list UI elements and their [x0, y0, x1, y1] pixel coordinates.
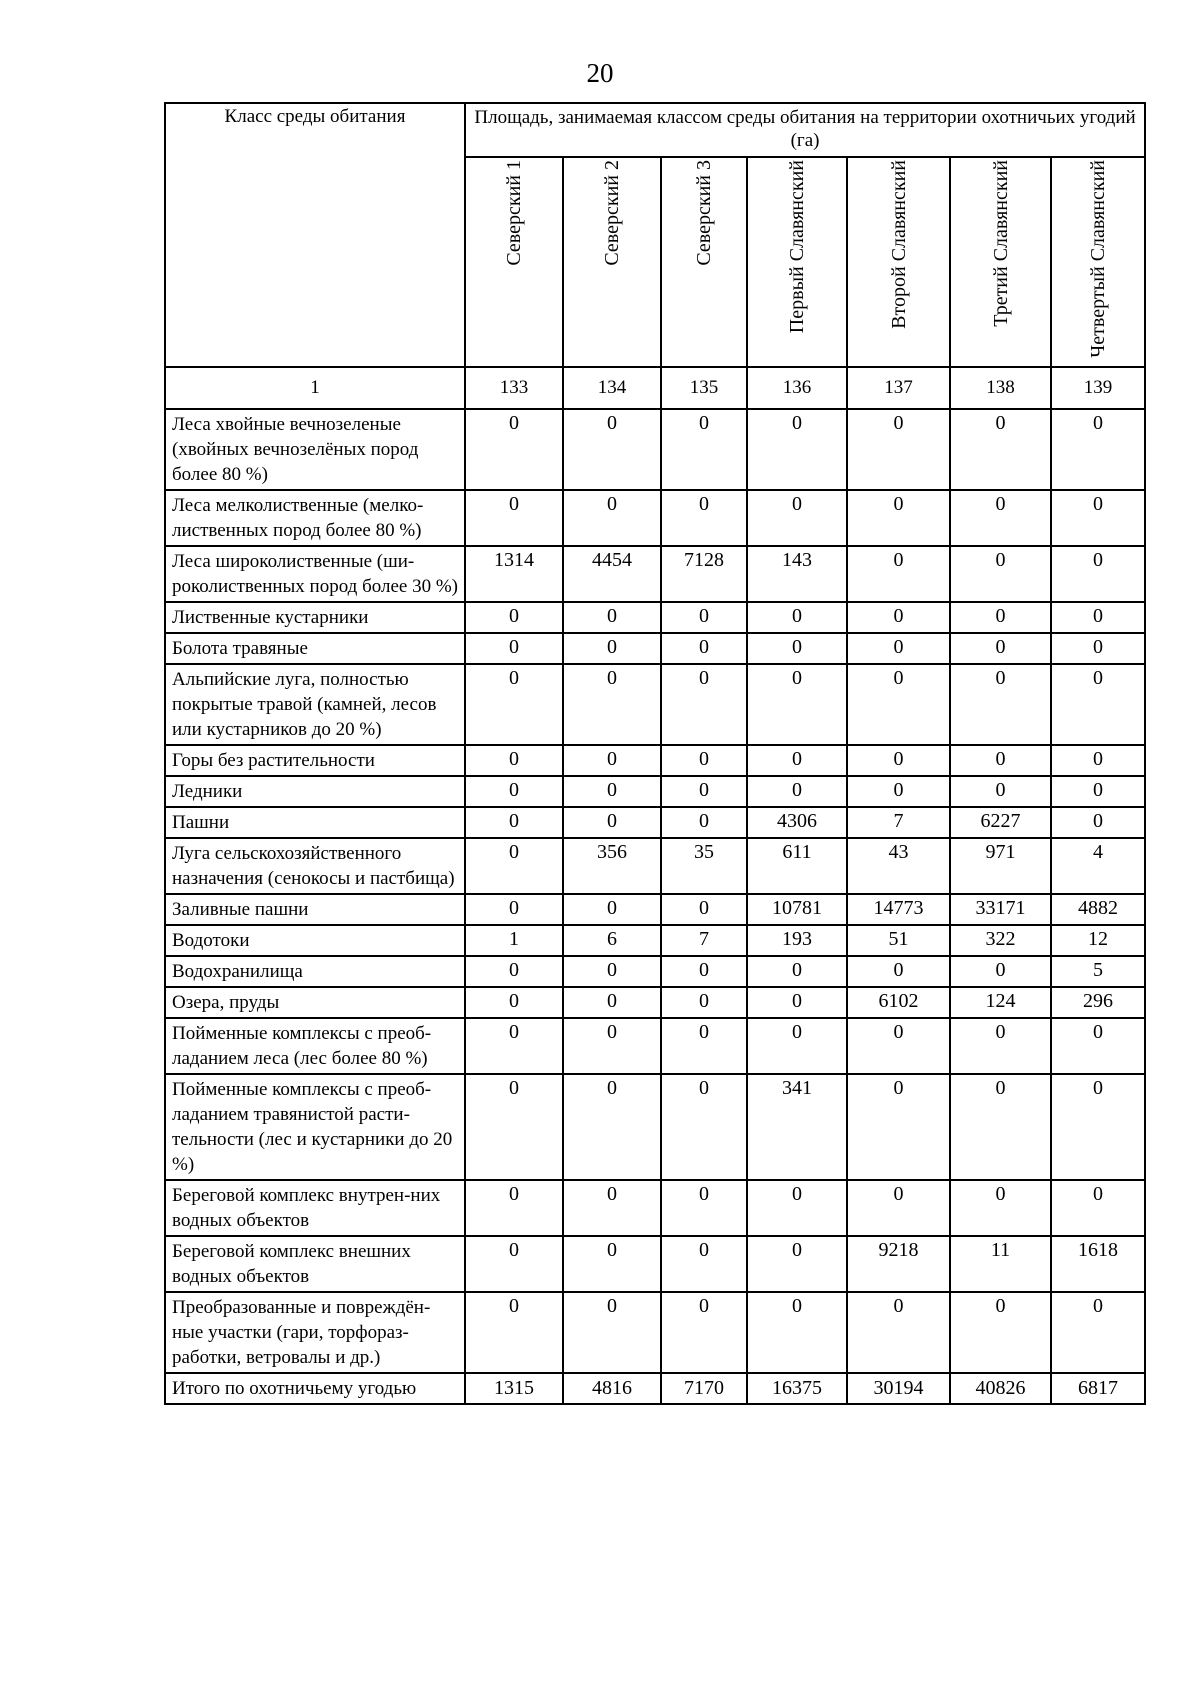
habitat-class-label: Береговой комплекс внешних водных объектов: [165, 1236, 465, 1292]
area-value: 0: [747, 745, 847, 776]
area-value: 4454: [563, 546, 661, 602]
column-number: 138: [950, 367, 1051, 409]
area-value: 0: [847, 602, 950, 633]
column-number-row: [165, 367, 1145, 409]
area-value: 40826: [950, 1373, 1051, 1404]
area-value: 0: [563, 1292, 661, 1373]
area-value: 0: [661, 1236, 747, 1292]
area-value: 0: [747, 1292, 847, 1373]
column-number: 134: [563, 367, 661, 409]
table-row: [165, 838, 1145, 894]
area-value: 4306: [747, 807, 847, 838]
column-number: 135: [661, 367, 747, 409]
area-value: 0: [465, 664, 563, 745]
area-value: 0: [1051, 745, 1145, 776]
area-value: 0: [747, 633, 847, 664]
area-value: 0: [950, 490, 1051, 546]
habitat-class-label: Преобразованные и повреждён-ные участки (гари, торфораз-работки, ветровалы и др.): [165, 1292, 465, 1373]
area-value: 0: [950, 1180, 1051, 1236]
area-value: 0: [747, 1236, 847, 1292]
column-header-label: Четвертый Славянский: [1087, 160, 1110, 358]
area-value: 0: [465, 633, 563, 664]
total-row: [165, 1373, 1145, 1404]
area-value: 0: [661, 490, 747, 546]
habitat-class-label: Береговой комплекс внутрен-них водных объектов: [165, 1180, 465, 1236]
area-value: 1315: [465, 1373, 563, 1404]
area-value: 124: [950, 987, 1051, 1018]
area-value: 0: [1051, 490, 1145, 546]
area-value: 0: [747, 987, 847, 1018]
table-row: [165, 925, 1145, 956]
area-value: 0: [465, 987, 563, 1018]
area-value: 0: [661, 807, 747, 838]
area-value: 0: [465, 602, 563, 633]
area-value: 0: [950, 633, 1051, 664]
column-header: [465, 157, 563, 367]
area-value: 43: [847, 838, 950, 894]
area-value: 0: [747, 776, 847, 807]
area-value: 0: [1051, 409, 1145, 490]
area-value: 0: [563, 1180, 661, 1236]
area-value: 0: [563, 894, 661, 925]
area-value: 6227: [950, 807, 1051, 838]
area-value: 4882: [1051, 894, 1145, 925]
area-value: 0: [847, 1018, 950, 1074]
area-value: 1618: [1051, 1236, 1145, 1292]
habitat-class-label: Луга сельскохозяйственного назначения (сенокосы и пастбища): [165, 838, 465, 894]
table-row: [165, 776, 1145, 807]
area-value: 0: [465, 807, 563, 838]
habitat-class-label: Заливные пашни: [165, 894, 465, 925]
table-row: [165, 807, 1145, 838]
area-value: 0: [847, 409, 950, 490]
area-value: 0: [661, 1292, 747, 1373]
table-row: [165, 1180, 1145, 1236]
table-row: [165, 894, 1145, 925]
area-value: 0: [563, 1236, 661, 1292]
habitat-class-label: Леса хвойные вечнозеленые (хвойных вечнозелёных пород более 80 %): [165, 409, 465, 490]
table-row: [165, 490, 1145, 546]
area-value: 1314: [465, 546, 563, 602]
column-header-label: Северский 3: [693, 160, 715, 266]
habitat-class-label: Ледники: [165, 776, 465, 807]
habitat-class-label: Лиственные кустарники: [165, 602, 465, 633]
area-value: 0: [563, 956, 661, 987]
table-row: [165, 546, 1145, 602]
area-value: 0: [950, 1074, 1051, 1180]
area-value: 0: [1051, 807, 1145, 838]
column-header-label: Северский 2: [601, 160, 623, 266]
area-value: 0: [563, 1074, 661, 1180]
area-value: 30194: [847, 1373, 950, 1404]
page-number: 20: [586, 58, 614, 88]
area-value: 0: [1051, 1180, 1145, 1236]
area-value: 0: [847, 1074, 950, 1180]
column-number: 139: [1051, 367, 1145, 409]
area-value: 0: [465, 894, 563, 925]
table-row: [165, 1236, 1145, 1292]
area-value: 6817: [1051, 1373, 1145, 1404]
habitat-class-label: Болота травяные: [165, 633, 465, 664]
area-value: 0: [950, 1292, 1051, 1373]
table-row: [165, 1074, 1145, 1180]
area-value: 9218: [847, 1236, 950, 1292]
habitat-class-label: Горы без растительности: [165, 745, 465, 776]
area-value: 0: [950, 546, 1051, 602]
table-row: [165, 409, 1145, 490]
habitat-class-label: Пойменные комплексы с преоб-ладанием травянистой расти-тельности (лес и кустарники до 20 %): [165, 1074, 465, 1180]
area-value: 0: [563, 633, 661, 664]
column-header: [747, 157, 847, 367]
area-value: 0: [661, 664, 747, 745]
area-value: 0: [950, 602, 1051, 633]
area-value: 10781: [747, 894, 847, 925]
area-value: 0: [1051, 776, 1145, 807]
area-value: 611: [747, 838, 847, 894]
habitat-class-label: Леса мелколиственные (мелко-лиственных пород более 80 %): [165, 490, 465, 546]
area-value: 0: [950, 776, 1051, 807]
area-value: 0: [950, 664, 1051, 745]
table-row: [165, 1292, 1145, 1373]
area-value: 0: [950, 409, 1051, 490]
area-value: 0: [1051, 602, 1145, 633]
column-number: 136: [747, 367, 847, 409]
habitat-class-label: Озера, пруды: [165, 987, 465, 1018]
area-value: 296: [1051, 987, 1145, 1018]
area-value: 6102: [847, 987, 950, 1018]
area-value: 0: [563, 664, 661, 745]
column-header: [950, 157, 1051, 367]
habitat-class-label: Водохранилища: [165, 956, 465, 987]
area-value: 0: [563, 490, 661, 546]
area-value: 0: [1051, 1018, 1145, 1074]
habitat-class-label: Пойменные комплексы с преоб-ладанием леса (лес более 80 %): [165, 1018, 465, 1074]
table-row: [165, 987, 1145, 1018]
area-value: 0: [661, 987, 747, 1018]
area-value: 0: [465, 838, 563, 894]
habitat-class-label: Водотоки: [165, 925, 465, 956]
area-value: 16375: [747, 1373, 847, 1404]
area-value: 0: [747, 956, 847, 987]
area-value: 0: [563, 776, 661, 807]
area-value: 1: [465, 925, 563, 956]
area-value: 0: [1051, 1074, 1145, 1180]
area-value: 0: [847, 956, 950, 987]
area-value: 0: [661, 602, 747, 633]
area-value: 0: [465, 776, 563, 807]
column-number: 133: [465, 367, 563, 409]
area-value: 0: [747, 490, 847, 546]
habitat-class-label: Пашни: [165, 807, 465, 838]
area-value: 33171: [950, 894, 1051, 925]
table-row: [165, 745, 1145, 776]
area-value: 5: [1051, 956, 1145, 987]
area-value: 6: [563, 925, 661, 956]
area-value: 0: [747, 602, 847, 633]
area-value: 0: [563, 602, 661, 633]
column-header-label: Третий Славянский: [989, 160, 1012, 327]
area-value: 0: [465, 956, 563, 987]
area-value: 0: [1051, 633, 1145, 664]
area-value: 0: [661, 1180, 747, 1236]
area-value: 7170: [661, 1373, 747, 1404]
area-value: 51: [847, 925, 950, 956]
table-body: [165, 367, 1145, 1404]
area-value: 7: [661, 925, 747, 956]
area-value: 0: [465, 745, 563, 776]
area-value: 0: [465, 490, 563, 546]
habitat-class-label: Альпийские луга, полностью покрытые травой (камней, лесов или кустарников до 20 %): [165, 664, 465, 745]
area-value: 0: [847, 490, 950, 546]
area-value: 0: [661, 409, 747, 490]
area-value: 0: [1051, 664, 1145, 745]
table-row: [165, 1018, 1145, 1074]
column-header: [1051, 157, 1145, 367]
column-header: [563, 157, 661, 367]
area-value: 0: [847, 1180, 950, 1236]
area-value: 0: [950, 956, 1051, 987]
area-value: 4816: [563, 1373, 661, 1404]
table-row: [165, 602, 1145, 633]
area-value: 11: [950, 1236, 1051, 1292]
area-value: 0: [1051, 546, 1145, 602]
class-header: Класс среды обитания: [165, 103, 465, 367]
area-value: 0: [661, 633, 747, 664]
area-value: 0: [661, 1074, 747, 1180]
area-value: 0: [563, 807, 661, 838]
area-value: 0: [661, 745, 747, 776]
column-header-label: Северский 1: [503, 160, 525, 266]
column-number: 137: [847, 367, 950, 409]
area-value: 0: [563, 1018, 661, 1074]
area-value: 4: [1051, 838, 1145, 894]
area-value: 0: [847, 776, 950, 807]
column-header: [661, 157, 747, 367]
area-value: 14773: [847, 894, 950, 925]
area-value: 143: [747, 546, 847, 602]
area-value: 0: [465, 409, 563, 490]
area-header: Площадь, занимаемая классом среды обитания на территории охотничьих угодий (га): [465, 103, 1145, 157]
area-value: 0: [747, 409, 847, 490]
habitat-class-label: Итого по охотничьему угодью: [165, 1373, 465, 1404]
area-value: 35: [661, 838, 747, 894]
area-value: 0: [847, 1292, 950, 1373]
area-value: 0: [661, 956, 747, 987]
area-value: 0: [661, 1018, 747, 1074]
area-value: 0: [661, 776, 747, 807]
table-row: [165, 956, 1145, 987]
area-value: 0: [465, 1018, 563, 1074]
table-row: [165, 664, 1145, 745]
area-value: 0: [950, 745, 1051, 776]
area-value: 0: [847, 546, 950, 602]
area-value: 322: [950, 925, 1051, 956]
area-value: 0: [563, 987, 661, 1018]
area-value: 0: [950, 1018, 1051, 1074]
habitat-class-label: Леса широколиственные (ши-роколиственных пород более 30 %): [165, 546, 465, 602]
column-header-label: Второй Славянский: [887, 160, 910, 329]
area-value: 7: [847, 807, 950, 838]
area-value: 0: [563, 745, 661, 776]
area-value: 12: [1051, 925, 1145, 956]
area-value: 0: [661, 894, 747, 925]
area-value: 0: [747, 1018, 847, 1074]
area-value: 0: [465, 1292, 563, 1373]
area-value: 0: [563, 409, 661, 490]
area-value: 7128: [661, 546, 747, 602]
area-value: 971: [950, 838, 1051, 894]
area-value: 0: [847, 633, 950, 664]
area-value: 0: [465, 1074, 563, 1180]
column-header: [847, 157, 950, 367]
column-header-label: Первый Славянский: [786, 160, 808, 334]
area-value: 193: [747, 925, 847, 956]
area-value: 0: [747, 1180, 847, 1236]
area-value: 0: [747, 664, 847, 745]
area-value: 0: [465, 1236, 563, 1292]
area-value: 0: [1051, 1292, 1145, 1373]
area-value: 341: [747, 1074, 847, 1180]
area-value: 356: [563, 838, 661, 894]
area-value: 0: [847, 664, 950, 745]
table-row: [165, 633, 1145, 664]
habitat-area-table: [164, 102, 1146, 1405]
area-value: 0: [465, 1180, 563, 1236]
column-number: 1: [165, 367, 465, 409]
area-value: 0: [847, 745, 950, 776]
